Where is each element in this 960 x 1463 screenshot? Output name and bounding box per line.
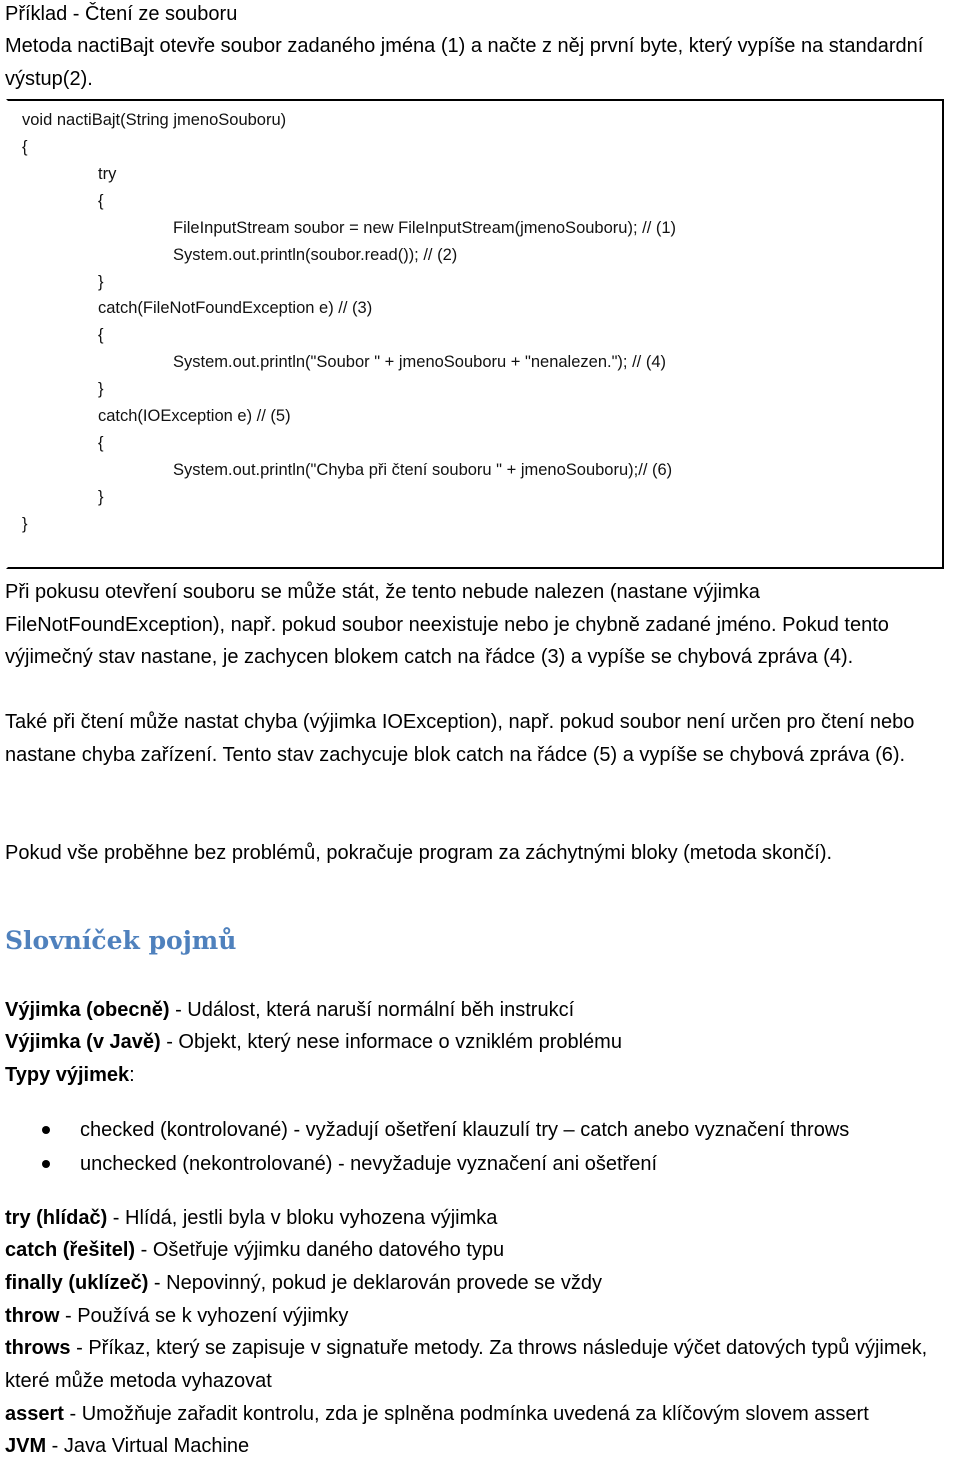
- glossary-term: assert: [5, 1403, 64, 1425]
- glossary-def: [5, 1430, 955, 1463]
- glossary-term: catch (řešitel): [5, 1239, 136, 1261]
- code-line: catch(FileNotFoundException e) // (3): [98, 299, 373, 317]
- code-box: [6, 99, 944, 569]
- bullet-icon: [42, 1126, 50, 1134]
- glossary-def: [5, 1398, 955, 1431]
- glossary-def: [5, 1234, 955, 1267]
- glossary-desc: :: [129, 1064, 135, 1086]
- code-line: {: [98, 434, 104, 452]
- list-item: [80, 1148, 657, 1180]
- intro-title: Příklad - Čtení ze souboru: [5, 3, 238, 25]
- glossary-term: Typy výjimek: [5, 1064, 130, 1086]
- code-line: }: [22, 515, 28, 533]
- glossary-term: throw: [5, 1305, 60, 1327]
- glossary-desc: - Umožňuje zařadit kontrolu, zda je splněna podmínka uvedená za klíčovým slovem assert: [63, 1403, 869, 1425]
- glossary-desc: - Java Virtual Machine: [46, 1435, 250, 1457]
- code-line: catch(IOException e) // (5): [98, 407, 291, 425]
- code-line: }: [98, 488, 104, 506]
- code-line: {: [22, 138, 28, 156]
- list-item: [80, 1114, 849, 1146]
- glossary-desc: - Ošetřuje výjimku daného datového typu: [135, 1239, 505, 1261]
- glossary-desc: - Příkaz, který se zapisuje v signatuře metody. Za throws následuje výčet datových typů výjimek, které může metoda vyhazovat: [5, 1337, 928, 1392]
- glossary-term: throws: [5, 1337, 71, 1359]
- glossary-desc: - Událost, která naruší normální běh instrukcí: [169, 999, 575, 1021]
- glossary-def: [5, 994, 955, 1027]
- glossary-desc: - Hlídá, jestli byla v bloku vyhozena výjimka: [107, 1207, 498, 1229]
- glossary-def: [5, 1267, 955, 1300]
- glossary-def: [5, 1300, 955, 1333]
- list-item-text: checked (kontrolované) - vyžadují ošetření klauzulí try – catch anebo vyznačení throws: [80, 1119, 850, 1141]
- code-line: System.out.println("Chyba při čtení souboru " + jmenoSouboru);// (6): [173, 461, 673, 479]
- code-line: }: [98, 273, 104, 291]
- glossary-desc: - Objekt, který nese informace o vzniklém problému: [160, 1031, 622, 1053]
- glossary-term: try (hlídač): [5, 1207, 108, 1229]
- paragraph: Také při čtení může nastat chyba (výjimka IOException), např. pokud soubor není určen pro čtení nebo nastane chyba zařízení. Tento stav zachycuje blok catch na řádce (5) a vypíše se chybová zpráva (6).: [5, 711, 915, 766]
- intro-description: Metoda nactiBajt otevře soubor zadaného jména (1) a načte z něj první byte, který vypíše na standardní výstup(2).: [5, 35, 924, 90]
- glossary-def: [5, 1059, 955, 1092]
- glossary-heading: Slovníček pojmů: [5, 926, 237, 955]
- code-line: System.out.println(soubor.read()); // (2): [173, 246, 458, 264]
- glossary-def: [5, 1332, 955, 1397]
- glossary-term: finally (uklízeč): [5, 1272, 149, 1294]
- paragraph: Při pokusu otevření souboru se může stát, že tento nebude nalezen (nastane výjimka FileNotFoundException), např. pokud soubor neexistuje nebo je chybně zadané jméno. Pokud tento výjimečný stav nastane, je zachycen blokem catch na řádce (3) a vypíše se chybová zpráva (4).: [5, 581, 889, 668]
- code-line: FileInputStream soubor = new FileInputStream(jmenoSouboru); // (1): [173, 219, 677, 237]
- code-line: {: [98, 192, 104, 210]
- code-line: try: [98, 165, 117, 183]
- list-item-text: unchecked (nekontrolované) - nevyžaduje vyznačení ani ošetření: [80, 1153, 658, 1175]
- glossary-desc: - Nepovinný, pokud je deklarován provede se vždy: [148, 1272, 602, 1294]
- glossary-term: JVM: [5, 1435, 47, 1457]
- code-line: }: [98, 380, 104, 398]
- glossary-term: Výjimka (v Javě): [5, 1031, 161, 1053]
- code-line: System.out.println("Soubor " + jmenoSouboru + "nenalezen."); // (4): [173, 353, 667, 371]
- glossary-desc: - Používá se k vyhození výjimky: [59, 1305, 349, 1327]
- paragraph: Pokud vše proběhne bez problémů, pokračuje program za záchytnými bloky (metoda skončí).: [5, 842, 833, 864]
- code-line: void nactiBajt(String jmenoSouboru): [22, 111, 287, 129]
- bullet-icon: [42, 1160, 50, 1168]
- code-line: {: [98, 326, 104, 344]
- glossary-term: Výjimka (obecně): [5, 999, 170, 1021]
- glossary-def: [5, 1026, 955, 1059]
- glossary-def: [5, 1202, 955, 1235]
